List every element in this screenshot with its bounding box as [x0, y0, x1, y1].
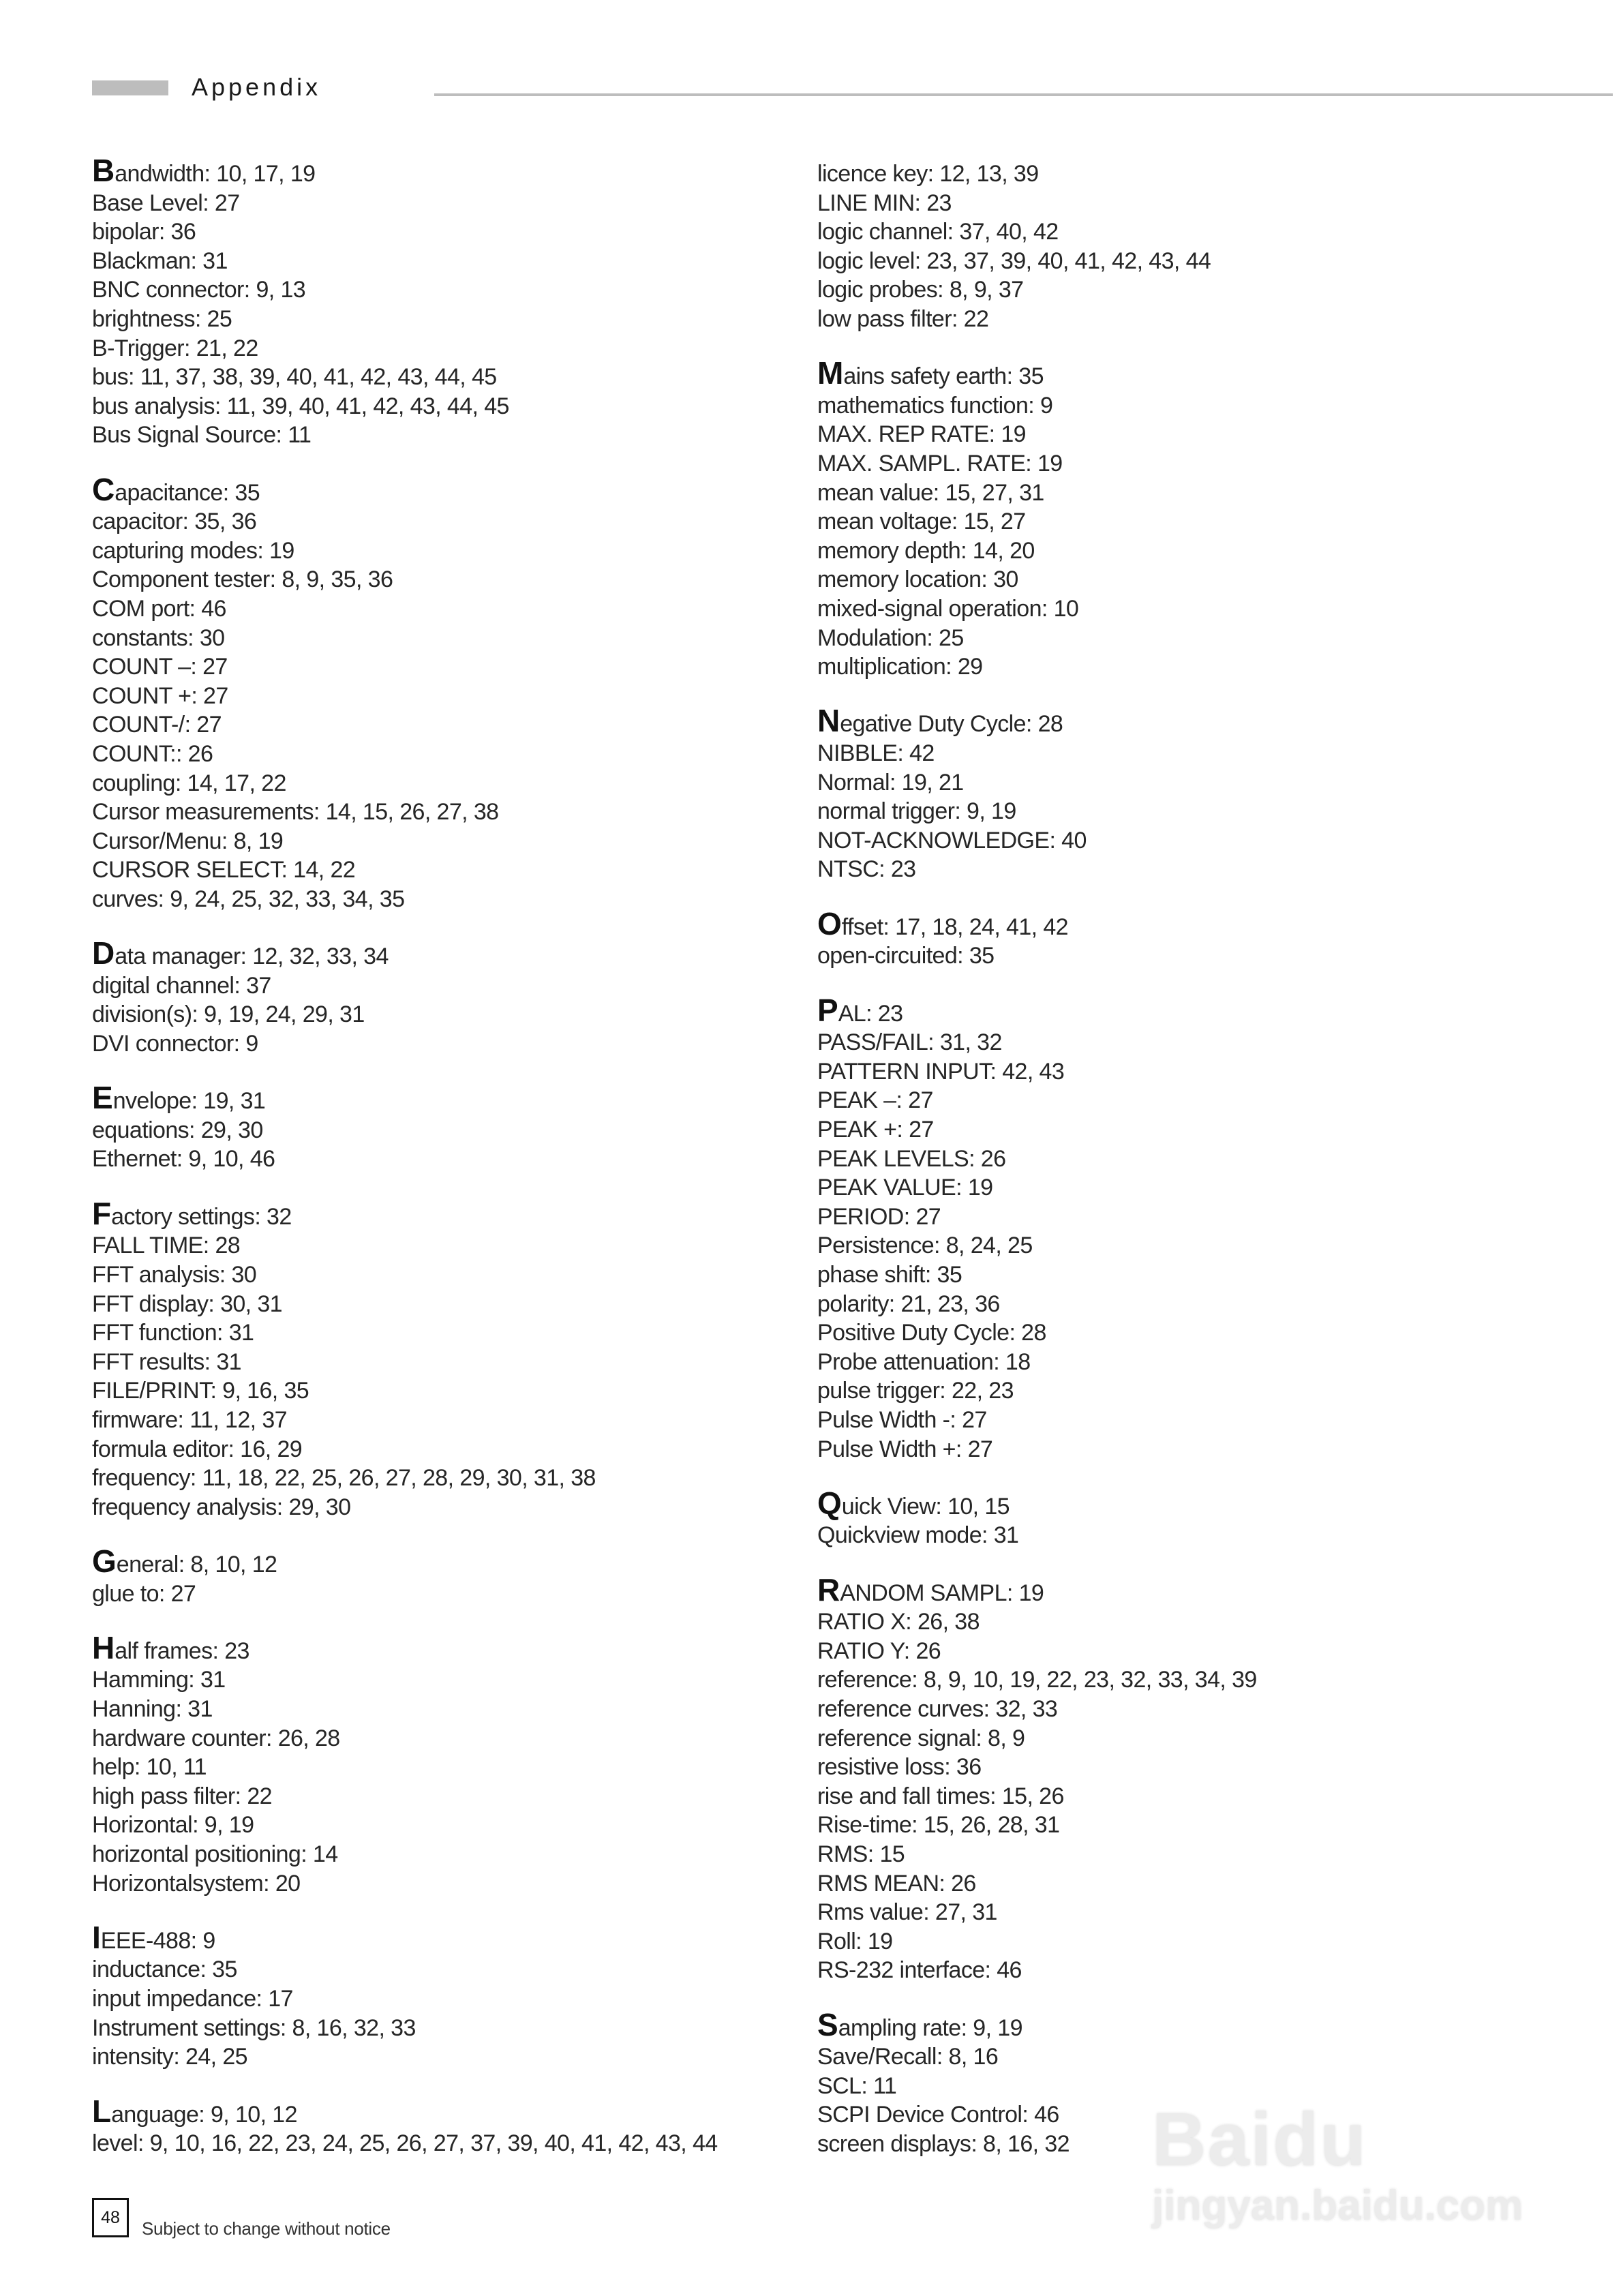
index-entry: mathematics function: 9	[817, 392, 1053, 419]
index-group	[817, 992, 1499, 1464]
index-group	[92, 1195, 774, 1522]
index-entry: mixed-signal operation: 10	[817, 596, 1079, 622]
index-entry: FILE/PRINT: 9, 16, 35	[92, 1378, 309, 1404]
index-group	[92, 471, 774, 914]
index-entry: frequency: 11, 18, 22, 25, 26, 27, 28, 29, 30, 31, 38	[92, 1465, 596, 1492]
index-entry	[92, 935, 774, 971]
watermark-logo: Baidu	[1152, 2098, 1367, 2181]
index-entry: mean value: 15, 27, 31	[817, 479, 1044, 506]
index-entry: normal trigger: 9, 19	[817, 798, 1016, 825]
index-entry: PEAK LEVELS: 26	[817, 1145, 1006, 1172]
section-initial: L	[92, 2093, 112, 2129]
index-entry: Persistence: 8, 24, 25	[817, 1233, 1033, 1259]
index-entry: memory depth: 14, 20	[817, 537, 1035, 564]
section-initial: F	[92, 1195, 112, 1231]
index-entry: Rms value: 27, 31	[817, 1899, 997, 1926]
index-entry: FFT analysis: 30	[92, 1261, 257, 1288]
index-entry: Blackman: 31	[92, 247, 228, 274]
index-entry: LINE MIN: 23	[817, 190, 952, 216]
index-entry: COUNT –: 27	[92, 654, 228, 680]
index-entry: coupling: 14, 17, 22	[92, 770, 286, 796]
index-entry: Modulation: 25	[817, 624, 964, 651]
index-entry: equations: 29, 30	[92, 1117, 263, 1143]
index-entry: intensity: 24, 25	[92, 2044, 247, 2070]
index-entry: FFT results: 31	[92, 1348, 241, 1375]
index-entry: reference: 8, 9, 10, 19, 22, 23, 32, 33, 34, 39	[817, 1667, 1257, 1693]
index-entry-text: andwidth: 10, 17, 19	[115, 161, 316, 187]
index-entry: curves: 9, 24, 25, 32, 33, 34, 35	[92, 886, 405, 912]
index-entry: horizontal positioning: 14	[92, 1841, 338, 1867]
index-group	[817, 905, 1499, 971]
index-entry-text: alf frames: 23	[115, 1637, 249, 1664]
index-entry: PASS/FAIL: 31, 32	[817, 1029, 1002, 1056]
index-entry: hardware counter: 26, 28	[92, 1725, 340, 1751]
section-initial: E	[92, 1080, 113, 1116]
index-entry: RATIO X: 26, 38	[817, 1609, 980, 1635]
index-entry	[92, 2093, 774, 2130]
index-entry: glue to: 27	[92, 1580, 196, 1607]
index-entry: Cursor/Menu: 8, 19	[92, 828, 284, 854]
index-entry: phase shift: 35	[817, 1261, 962, 1288]
index-entry: PATTERN INPUT: 42, 43	[817, 1058, 1065, 1085]
footer-note: Subject to change without notice	[142, 2218, 391, 2239]
index-entry: Hamming: 31	[92, 1667, 226, 1693]
section-initial: S	[817, 2006, 838, 2042]
section-initial: R	[817, 1571, 840, 1607]
section-initial: Q	[817, 1485, 842, 1521]
index-entry: FFT display: 30, 31	[92, 1290, 282, 1317]
index-group	[92, 935, 774, 1058]
index-entry: memory location: 30	[817, 567, 1018, 593]
index-entry: NOT-ACKNOWLEDGE: 40	[817, 827, 1087, 854]
page-number: 48	[92, 2198, 129, 2237]
index-entry: high pass filter: 22	[92, 1783, 272, 1809]
section-initial: M	[817, 355, 844, 391]
index-entry: capacitor: 35, 36	[92, 509, 257, 535]
index-entry: MAX. REP RATE: 19	[817, 421, 1026, 448]
index-entry-text: anguage: 9, 10, 12	[111, 2101, 297, 2128]
index-entry: Cursor measurements: 14, 15, 26, 27, 38	[92, 799, 499, 826]
index-group	[817, 1485, 1499, 1550]
section-initial: D	[92, 935, 115, 971]
index-entry: PEAK –: 27	[817, 1087, 933, 1114]
header-rule	[434, 93, 1613, 96]
index-entry	[92, 1543, 774, 1580]
index-entry: multiplication: 29	[817, 654, 983, 680]
section-initial: P	[817, 992, 838, 1028]
index-entry: bus: 11, 37, 38, 39, 40, 41, 42, 43, 44, 45	[92, 364, 497, 391]
index-entry: NTSC: 23	[817, 856, 916, 883]
section-initial: I	[92, 1919, 101, 1955]
header-decoration-bar	[92, 80, 168, 95]
index-entry	[817, 355, 1499, 391]
section-initial: C	[92, 471, 115, 507]
index-entry	[817, 1485, 1499, 1522]
index-entry-text: uick View: 10, 15	[841, 1493, 1010, 1520]
index-entry: Normal: 19, 21	[817, 769, 964, 796]
index-entry: bipolar: 36	[92, 219, 196, 245]
index-group	[92, 153, 774, 450]
index-entry: constants: 30	[92, 624, 225, 651]
section-initial: O	[817, 905, 842, 941]
index-entry: RMS MEAN: 26	[817, 1870, 976, 1897]
index-entry: firmware: 11, 12, 37	[92, 1406, 287, 1433]
index-entry-text: ata manager: 12, 32, 33, 34	[115, 943, 389, 970]
index-entry	[92, 1195, 774, 1232]
index-group	[92, 1919, 774, 2072]
index-group	[92, 1080, 774, 1174]
index-entry: logic channel: 37, 40, 42	[817, 219, 1059, 245]
index-entry: inductance: 35	[92, 1957, 237, 1983]
page-title: Appendix	[192, 73, 322, 101]
index-group	[817, 703, 1499, 884]
index-entry: B-Trigger: 21, 22	[92, 335, 258, 361]
index-entry: resistive loss: 36	[817, 1754, 982, 1781]
index-entry: logic probes: 8, 9, 37	[817, 277, 1024, 303]
index-group	[92, 2093, 774, 2158]
index-group	[817, 355, 1499, 682]
index-entry: reference curves: 32, 33	[817, 1696, 1058, 1723]
index-entry: SCPI Device Control: 46	[817, 2102, 1059, 2128]
index-entry-text: AL: 23	[838, 1000, 903, 1027]
index-entry-text: eneral: 8, 10, 12	[116, 1551, 277, 1577]
index-entry	[92, 1629, 774, 1666]
index-entry: Instrument settings: 8, 16, 32, 33	[92, 2014, 416, 2041]
index-group	[817, 1571, 1499, 1985]
watermark-url: jingyan.baidu.com	[1152, 2182, 1523, 2229]
index-entry: Probe attenuation: 18	[817, 1348, 1031, 1375]
section-initial: B	[92, 153, 115, 188]
index-entry-text: apacitance: 35	[115, 479, 260, 506]
index-group	[92, 1629, 774, 1898]
index-entry: CURSOR SELECT: 14, 22	[92, 857, 356, 883]
section-initial: N	[817, 703, 840, 739]
index-entry: pulse trigger: 22, 23	[817, 1378, 1014, 1404]
index-entry: Pulse Width -: 27	[817, 1406, 987, 1433]
index-entry	[817, 992, 1499, 1029]
index-entry-text: licence key: 12, 13, 39	[817, 161, 1039, 187]
index-entry: bus analysis: 11, 39, 40, 41, 42, 43, 44, 45	[92, 393, 509, 419]
index-entry	[92, 153, 774, 189]
index-entry: COUNT:: 26	[92, 740, 213, 767]
index-entry: Base Level: 27	[92, 190, 240, 216]
index-entry: Positive Duty Cycle: 28	[817, 1320, 1046, 1346]
index-entry-text: ffset: 17, 18, 24, 41, 42	[841, 913, 1068, 940]
index-group	[817, 160, 1499, 334]
index-entry: DVI connector: 9	[92, 1031, 258, 1057]
index-entry: Save/Recall: 8, 16	[817, 2044, 999, 2070]
index-entry: BNC connector: 9, 13	[92, 277, 306, 303]
index-entry: PERIOD: 27	[817, 1203, 941, 1230]
index-entry	[817, 2006, 1499, 2043]
section-initial: G	[92, 1543, 117, 1579]
index-entry: COUNT +: 27	[92, 682, 228, 709]
index-entry: Horizontal: 9, 19	[92, 1812, 254, 1839]
index-column-right	[817, 160, 1499, 2159]
index-entry: PEAK VALUE: 19	[817, 1175, 993, 1201]
index-entry: RATIO Y: 26	[817, 1637, 941, 1664]
index-entry: COUNT-/: 27	[92, 712, 222, 738]
section-initial: H	[92, 1629, 115, 1665]
index-entry	[92, 471, 774, 508]
index-entry-text: ANDOM SAMPL: 19	[840, 1580, 1044, 1606]
index-entry: PEAK +: 27	[817, 1116, 934, 1143]
index-entry: formula editor: 16, 29	[92, 1436, 303, 1462]
index-entry: RS-232 interface: 46	[817, 1957, 1022, 1984]
index-entry	[817, 703, 1499, 739]
index-entry: Component tester: 8, 9, 35, 36	[92, 567, 393, 593]
index-entry: COM port: 46	[92, 596, 226, 622]
index-entry: rise and fall times: 15, 26	[817, 1783, 1064, 1809]
index-entry	[92, 1080, 774, 1116]
index-entry: MAX. SAMPL. RATE: 19	[817, 451, 1063, 477]
index-entry: polarity: 21, 23, 36	[817, 1290, 1000, 1317]
index-entry-text: EEE-488: 9	[100, 1927, 215, 1954]
index-entry: RMS: 15	[817, 1841, 905, 1867]
index-entry	[817, 160, 1499, 189]
index-entry: help: 10, 11	[92, 1754, 207, 1781]
index-entry-text: nvelope: 19, 31	[112, 1088, 266, 1115]
index-entry: division(s): 9, 19, 24, 29, 31	[92, 1001, 365, 1028]
index-entry: Quickview mode: 31	[817, 1522, 1019, 1549]
index-entry: open-circuited: 35	[817, 943, 995, 969]
index-entry: screen displays: 8, 16, 32	[817, 2131, 1070, 2158]
index-entry	[817, 1571, 1499, 1608]
index-entry	[817, 905, 1499, 942]
index-entry: low pass filter: 22	[817, 305, 989, 332]
index-entry: SCL: 11	[817, 2072, 897, 2099]
index-entry-text: actory settings: 32	[111, 1203, 292, 1230]
index-entry: Horizontalsystem: 20	[92, 1870, 301, 1897]
index-entry: level: 9, 10, 16, 22, 23, 24, 25, 26, 27, 37, 39, 40, 41, 42, 43, 44	[92, 2130, 718, 2157]
index-entry: Rise-time: 15, 26, 28, 31	[817, 1812, 1060, 1839]
index-entry: Hanning: 31	[92, 1696, 213, 1723]
index-entry: frequency analysis: 29, 30	[92, 1494, 351, 1520]
index-entry: mean voltage: 15, 27	[817, 509, 1026, 535]
index-entry: Pulse Width +: 27	[817, 1436, 993, 1462]
index-entry: reference signal: 8, 9	[817, 1725, 1025, 1751]
index-entry-text: ains safety earth: 35	[843, 363, 1044, 390]
index-column-left	[92, 153, 774, 2158]
index-entry-text: egative Duty Cycle: 28	[840, 711, 1063, 738]
index-entry-text: ampling rate: 9, 19	[838, 2014, 1022, 2041]
index-entry: Bus Signal Source: 11	[92, 422, 312, 449]
index-entry: FFT function: 31	[92, 1320, 254, 1346]
index-entry: Roll: 19	[817, 1928, 893, 1954]
index-entry: brightness: 25	[92, 305, 232, 332]
index-entry	[92, 1919, 774, 1956]
index-entry: Ethernet: 9, 10, 46	[92, 1146, 275, 1173]
index-entry: FALL TIME: 28	[92, 1233, 241, 1259]
index-entry: capturing modes: 19	[92, 537, 294, 564]
index-entry: input impedance: 17	[92, 1986, 293, 2012]
index-group	[92, 1543, 774, 1608]
index-entry: digital channel: 37	[92, 972, 271, 999]
index-entry: NIBBLE: 42	[817, 740, 935, 767]
index-entry: logic level: 23, 37, 39, 40, 41, 42, 43, 44	[817, 247, 1211, 274]
